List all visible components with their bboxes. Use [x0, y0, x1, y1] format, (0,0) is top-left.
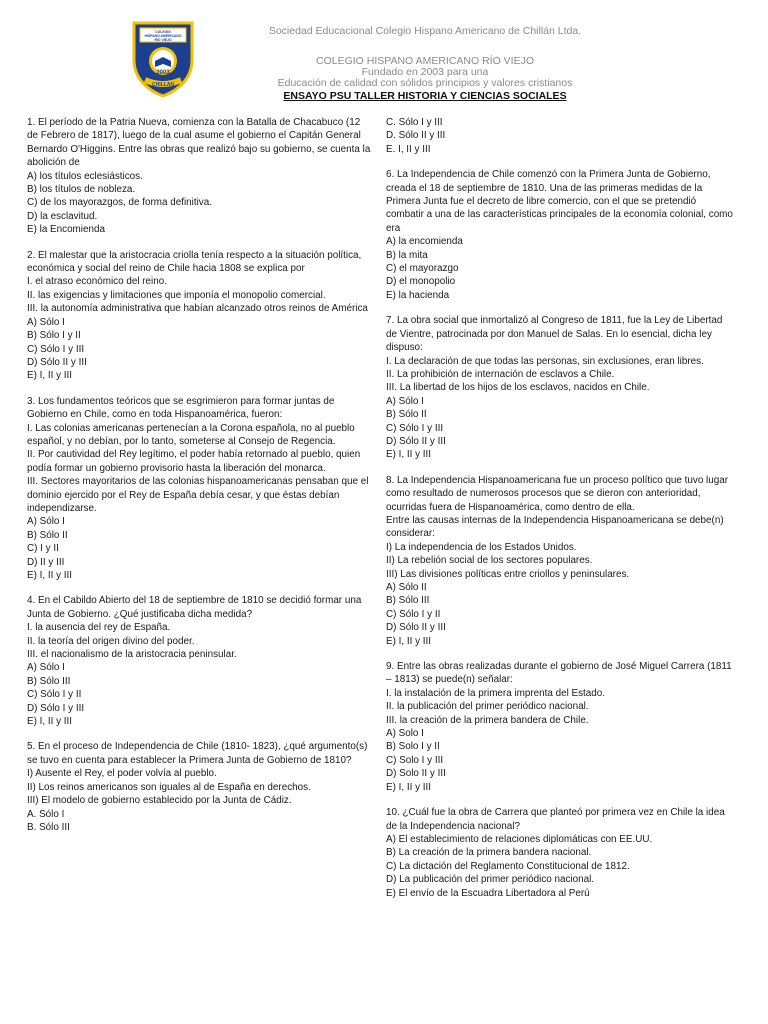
svg-text:COLEGIO: COLEGIO: [155, 30, 171, 34]
question-stem: 8. La Independencia Hispanoamericana fue un proceso político que tuvo lugar como resultado de numerosos procesos que se dieron con anterioridad, ocurridas fuera de Hispanoamérica, como dentro de ella.: [386, 474, 729, 513]
answer-line: B) los títulos de nobleza.: [27, 184, 136, 196]
answer-line: D. Sólo II y III: [386, 130, 446, 142]
answer-line: D) Sólo II y III: [27, 356, 87, 368]
answer-line: B) la mita: [386, 249, 428, 261]
left-column: [27, 116, 372, 846]
answer-line: I. el atraso económico del reino.: [27, 276, 167, 288]
answer-line: B) Solo I y II: [386, 741, 440, 753]
document-title: ENSAYO PSU TALLER HISTORIA Y CIENCIAS SOCIALES: [283, 90, 567, 102]
answer-line: C) Solo I y III: [386, 754, 444, 766]
answer-line: B) Sólo III: [386, 595, 430, 607]
answer-line: C) de los mayorazgos, de forma definitiva.: [27, 197, 212, 209]
question-stem: 10. ¿Cuál fue la obra de Carrera que planteó por primera vez en Chile la idea de la Independencia nacional?: [386, 807, 725, 832]
answer-line: I. la ausencia del rey de España.: [27, 622, 171, 634]
answer-line: II. la publicación del primer periódico nacional.: [386, 701, 589, 713]
answer-line: D) Sólo II y III: [386, 622, 446, 634]
college-name: COLEGIO HISPANO AMERICANO RÍO VIEJO: [315, 55, 534, 67]
founded-line: Fundado en 2003 para una: [361, 66, 489, 78]
answer-line: Entre las causas internas de la Independencia Hispanoamericana se debe(n) considerar:: [386, 514, 724, 540]
answer-line: II. la teoría del origen divino del poder.: [27, 635, 195, 647]
question-7: [386, 314, 736, 461]
answer-line: B) La creación de la primera bandera nacional.: [386, 847, 592, 859]
answer-line: II. las exigencias y limitaciones que imponía el monopolio comercial.: [27, 289, 326, 301]
answer-line: I. Las colonias americanas pertenecían a la Corona española, no al pueblo español, y no debían, por lo tanto, someterse al Consejo de Regencia.: [27, 422, 355, 447]
answer-line: B. Sólo III: [27, 821, 70, 833]
answer-line: III. la creación de la primera bandera de Chile.: [386, 714, 589, 726]
answer-line: A) Solo I: [386, 728, 424, 740]
answer-line: III) Las divisiones políticas entre criollos y peninsulares.: [386, 568, 630, 580]
svg-text:RIO VIEJO: RIO VIEJO: [154, 38, 172, 42]
question-5-continuation: [386, 116, 736, 156]
question-stem: 5. En el proceso de Independencia de Chile (1810- 1823), ¿qué argumento(s) se tuvo en cuenta para establecer la Primera Junta de Gobierno de 1810?: [27, 741, 368, 766]
answer-line: A) Sólo I: [386, 395, 424, 407]
question-stem: 4. En el Cabildo Abierto del 18 de septiembre de 1810 se decidió formar una Junta de Gobierno. ¿Qué justificaba dicha medida?: [27, 595, 362, 620]
answer-line: III. el nacionalismo de la aristocracia peninsular.: [27, 649, 237, 661]
question-2: [27, 249, 372, 383]
answer-line: A) Sólo I: [27, 316, 65, 328]
answer-line: A) Sólo II: [386, 582, 427, 593]
answer-line: A) Sólo I: [27, 662, 65, 674]
question-5: [27, 740, 372, 834]
answer-line: D) Sólo II y III: [386, 435, 446, 447]
answer-line: B) Sólo II: [386, 409, 427, 421]
answer-line: D) el monopolio: [386, 276, 456, 288]
question-6: [386, 168, 736, 302]
answer-line: III. la autonomía administrativa que habían alcanzado otros reinos de América: [27, 303, 368, 315]
svg-text:HISPANO AMERICANO: HISPANO AMERICANO: [144, 34, 182, 38]
question-stem: 3. Los fundamentos teóricos que se esgrimieron para formar juntas de Gobierno en Chile, como en toda Hispanoamérica, fueron:: [27, 395, 335, 421]
answer-line: C) Sólo I y III: [386, 422, 444, 434]
answer-line: E. I, II y III: [386, 143, 431, 155]
page-header: [0, 0, 768, 110]
question-8: [386, 474, 736, 648]
svg-text:2003: 2003: [156, 70, 170, 76]
question-stem: 9. Entre las obras realizadas durante el gobierno de José Miguel Carrera (1811 – 1813) se puede(n) señalar:: [386, 661, 732, 686]
question-stem: 6. La Independencia de Chile comenzó con la Primera Junta de Gobierno, creada el 18 de septiembre de 1810. Una de las primeras medidas de la Primera Junta fue el decreto de libre comercio, con el que se pretendió combatir a una de las características principales de la economía colonial, como era: [386, 169, 733, 234]
answer-line: C) Sólo I y II: [386, 608, 441, 620]
answer-line: C. Sólo I y III: [386, 117, 443, 128]
answer-line: III. La libertad de los hijos de los esclavos, nacidos en Chile.: [386, 382, 650, 394]
question-stem: 2. El malestar que la aristocracia criolla tenía respecto a la situación política, económica y social del reino de Chile hacia 1808 se explica por: [27, 249, 362, 275]
answer-line: A) los títulos eclesiásticos.: [27, 170, 143, 182]
answer-line: E) I, II y III: [27, 370, 72, 382]
answer-line: E) la hacienda: [386, 289, 450, 301]
answer-line: E) I, II y III: [386, 449, 431, 461]
answer-line: C) I y II: [27, 543, 59, 555]
question-stem: 1. El período de la Patria Nueva, comienza con la Batalla de Chacabuco (12 de Febrero de 1817), luego de la cual asume el gobierno el Capitán General Bernardo O'Higgins. Entre las obras que realizó bajo su gobierno, se cuenta la abolición de: [27, 117, 371, 169]
answer-line: A) la encomienda: [386, 236, 463, 248]
answer-line: A. Sólo I: [27, 808, 65, 820]
answer-line: II) La rebelión social de los sectores populares.: [386, 555, 593, 567]
answer-line: E) I, II y III: [386, 635, 431, 647]
answer-line: C) La dictación del Reglamento Constitucional de 1812.: [386, 860, 630, 872]
right-column: [386, 116, 736, 912]
answer-line: C) Sólo I y II: [27, 689, 82, 701]
answer-line: II. Por cautividad del Rey legítimo, el poder había retornado al pueblo, quien podía formar un gobierno provisorio hasta la liberación del monarca.: [27, 449, 361, 474]
answer-line: B) Sólo I y II: [27, 330, 81, 342]
motto-line: Educación de calidad con sólidos principios y valores cristianos: [277, 77, 573, 89]
answer-line: E) I, II y III: [386, 781, 431, 793]
answer-line: D) la esclavitud.: [27, 210, 98, 222]
answer-line: II) Los reinos americanos son iguales al de España en derechos.: [27, 781, 311, 793]
answer-line: I. la instalación de la primera imprenta del Estado.: [386, 687, 606, 699]
answer-line: D) Solo II y III: [386, 768, 446, 780]
answer-line: C) el mayorazgo: [386, 263, 459, 275]
answer-line: I) La independencia de los Estados Unidos.: [386, 541, 577, 553]
answer-line: D) Sólo I y III: [27, 702, 85, 714]
question-9: [386, 660, 736, 794]
answer-line: E) I, II y III: [27, 570, 72, 581]
answer-line: E) El envío de la Escuadra Libertadora al Perú: [386, 887, 590, 899]
answer-line: I. La declaración de que todas las personas, sin exclusiones, eran libres.: [386, 355, 704, 367]
answer-line: B) Sólo III: [27, 675, 71, 687]
answer-line: E) la Encomienda: [27, 224, 105, 236]
school-crest-logo: [131, 20, 195, 98]
answer-line: A) Sólo I: [27, 516, 65, 528]
answer-line: C) Sólo I y III: [27, 343, 85, 355]
society-name: Sociedad Educacional Colegio Hispano Americano de Chillán Ltda.: [268, 25, 582, 37]
question-4: [27, 594, 372, 728]
answer-line: D) II y III: [27, 556, 65, 568]
question-1: [27, 116, 372, 237]
answer-line: I) Ausente el Rey, el poder volvía al pueblo.: [27, 768, 217, 780]
svg-text:CHILLAN: CHILLAN: [152, 82, 174, 88]
answer-line: A) El establecimiento de relaciones diplomáticas con EE.UU.: [386, 833, 653, 845]
question-3: [27, 395, 372, 583]
question-10: [386, 806, 736, 900]
answer-line: E) I, II y III: [27, 716, 72, 728]
question-stem: 7. La obra social que inmortalizó al Congreso de 1811, fue la Ley de Libertad de Vientre, patrocinada por don Manuel de Salas. En lo esencial, dicha ley dispuso:: [386, 315, 723, 354]
answer-line: D) La publicación del primer periódico nacional.: [386, 874, 595, 886]
answer-line: III) El modelo de gobierno establecido por la Junta de Cádiz.: [27, 795, 292, 807]
answer-line: B) Sólo II: [27, 529, 68, 541]
answer-line: III. Sectores mayoritarios de las colonias hispanoamericanas pensaban que el dominio ejercido por el Rey de España debía cesar, y que éstas debían independizarse.: [27, 476, 369, 514]
answer-line: II. La prohibición de internación de esclavos a Chile.: [386, 368, 615, 380]
